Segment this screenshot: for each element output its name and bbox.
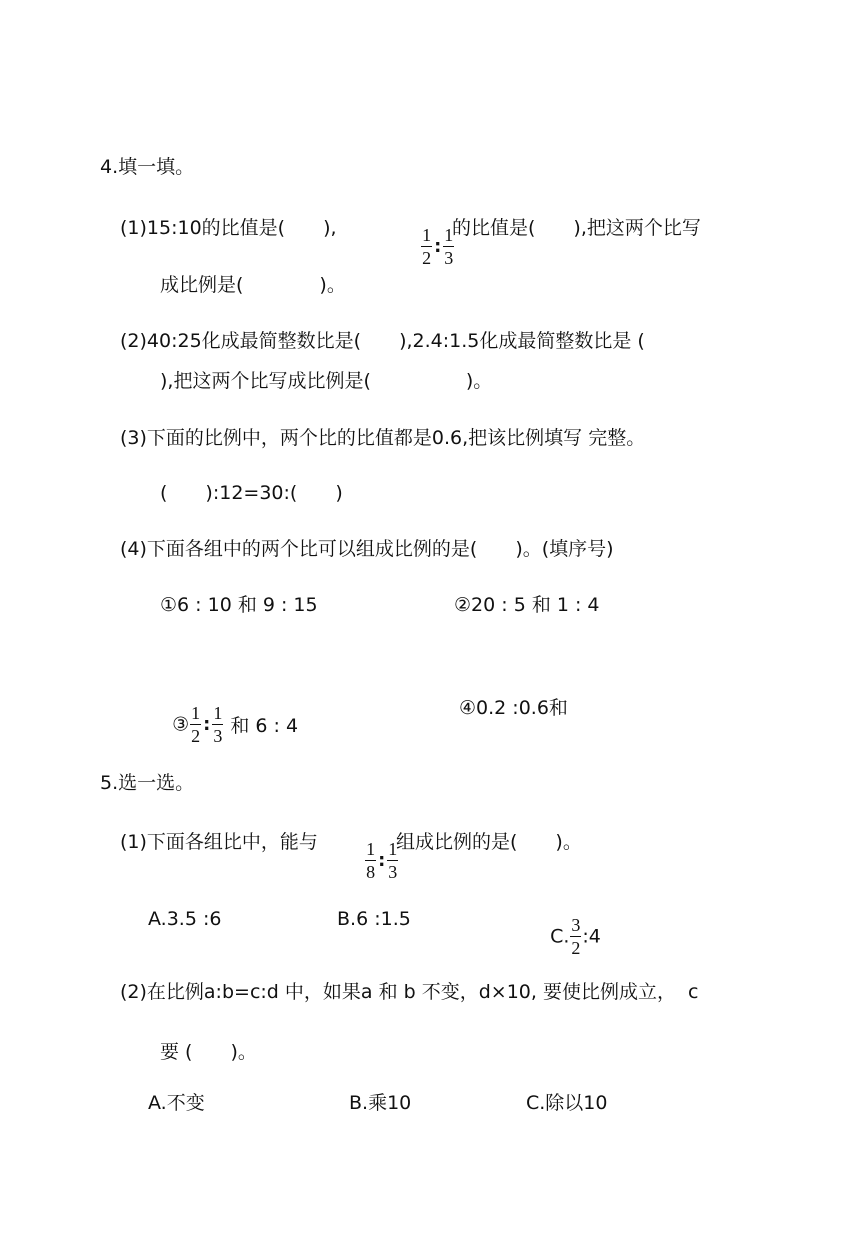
q5-1-option-c: C. $\frac{3}{2}$ :4 <box>550 915 601 958</box>
q5-1-option-b: B.6 :1.5 <box>337 908 411 930</box>
q5-2-option-a: A.不变 <box>148 1092 205 1114</box>
q5-1-text-b: 组成比例的是( )。 <box>396 831 582 853</box>
q4-4-text-a: (4)下面各组中的两个比可以组成比例的是( )。(填序号) <box>120 538 614 560</box>
q4-2-text-a: (2)40:25化成最简整数比是( ),2.4:1.5化成最简整数比是 ( <box>120 330 645 352</box>
fraction: $\frac{3}{2}$ <box>571 915 581 958</box>
q4-1-text-c: 成比例是( )。 <box>160 274 346 296</box>
q5-2-option-b: B.乘10 <box>349 1092 412 1114</box>
q4-2-text-b: ),把这两个比写成比例是( )。 <box>160 370 493 392</box>
q5-2-option-c: C.除以10 <box>526 1092 608 1114</box>
fraction: $\frac{1}{2}$ <box>422 225 432 268</box>
q4-1-text-b: 的比值是( ),把这两个比写 <box>452 217 701 239</box>
q4-1-ratio <box>408 204 455 267</box>
q4-4-option-3: ③ $\frac{1}{2}$ : $\frac{1}{3}$ 和 6 : 4 <box>172 703 299 746</box>
q5-1-option-a: A.3.5 :6 <box>148 908 222 930</box>
ratio-colon: : <box>434 236 442 257</box>
ratio-colon: : <box>378 850 386 871</box>
fraction: $\frac{1}{8}$ <box>366 839 376 882</box>
q5-2-text-b: 要 ( )。 <box>160 1041 257 1063</box>
ratio-colon: : <box>203 714 211 735</box>
fraction: $\frac{1}{3}$ <box>444 225 454 268</box>
fraction: $\frac{1}{2}$ <box>191 703 201 746</box>
q5-1-text-a: (1)下面各组比中，能与 <box>120 831 318 853</box>
q5-1-ratio <box>352 818 399 881</box>
q4-4-option-1: ①6 : 10 和 9 : 15 <box>160 594 318 616</box>
fraction: $\frac{1}{3}$ <box>388 839 398 882</box>
q4-3-text-a: (3)下面的比例中，两个比的比值都是0.6,把该比例填写 完整。 <box>120 427 646 449</box>
q4-4-option-2: ②20 : 5 和 1 : 4 <box>454 594 600 616</box>
q4-1-text-a: (1)15:10的比值是( ), <box>120 217 337 239</box>
q4-3-text-b: ( ):12=30:( ) <box>160 482 343 504</box>
q4-title: 4.填一填。 <box>100 156 195 178</box>
q5-title: 5.选一选。 <box>100 772 195 794</box>
fraction: $\frac{1}{3}$ <box>213 703 223 746</box>
q4-4-option-4: ④0.2 :0.6和 <box>459 697 568 719</box>
q5-2-text-a: (2)在比例a:b=c:d 中，如果a 和 b 不变，d×10, 要使比例成立， c <box>120 981 699 1003</box>
